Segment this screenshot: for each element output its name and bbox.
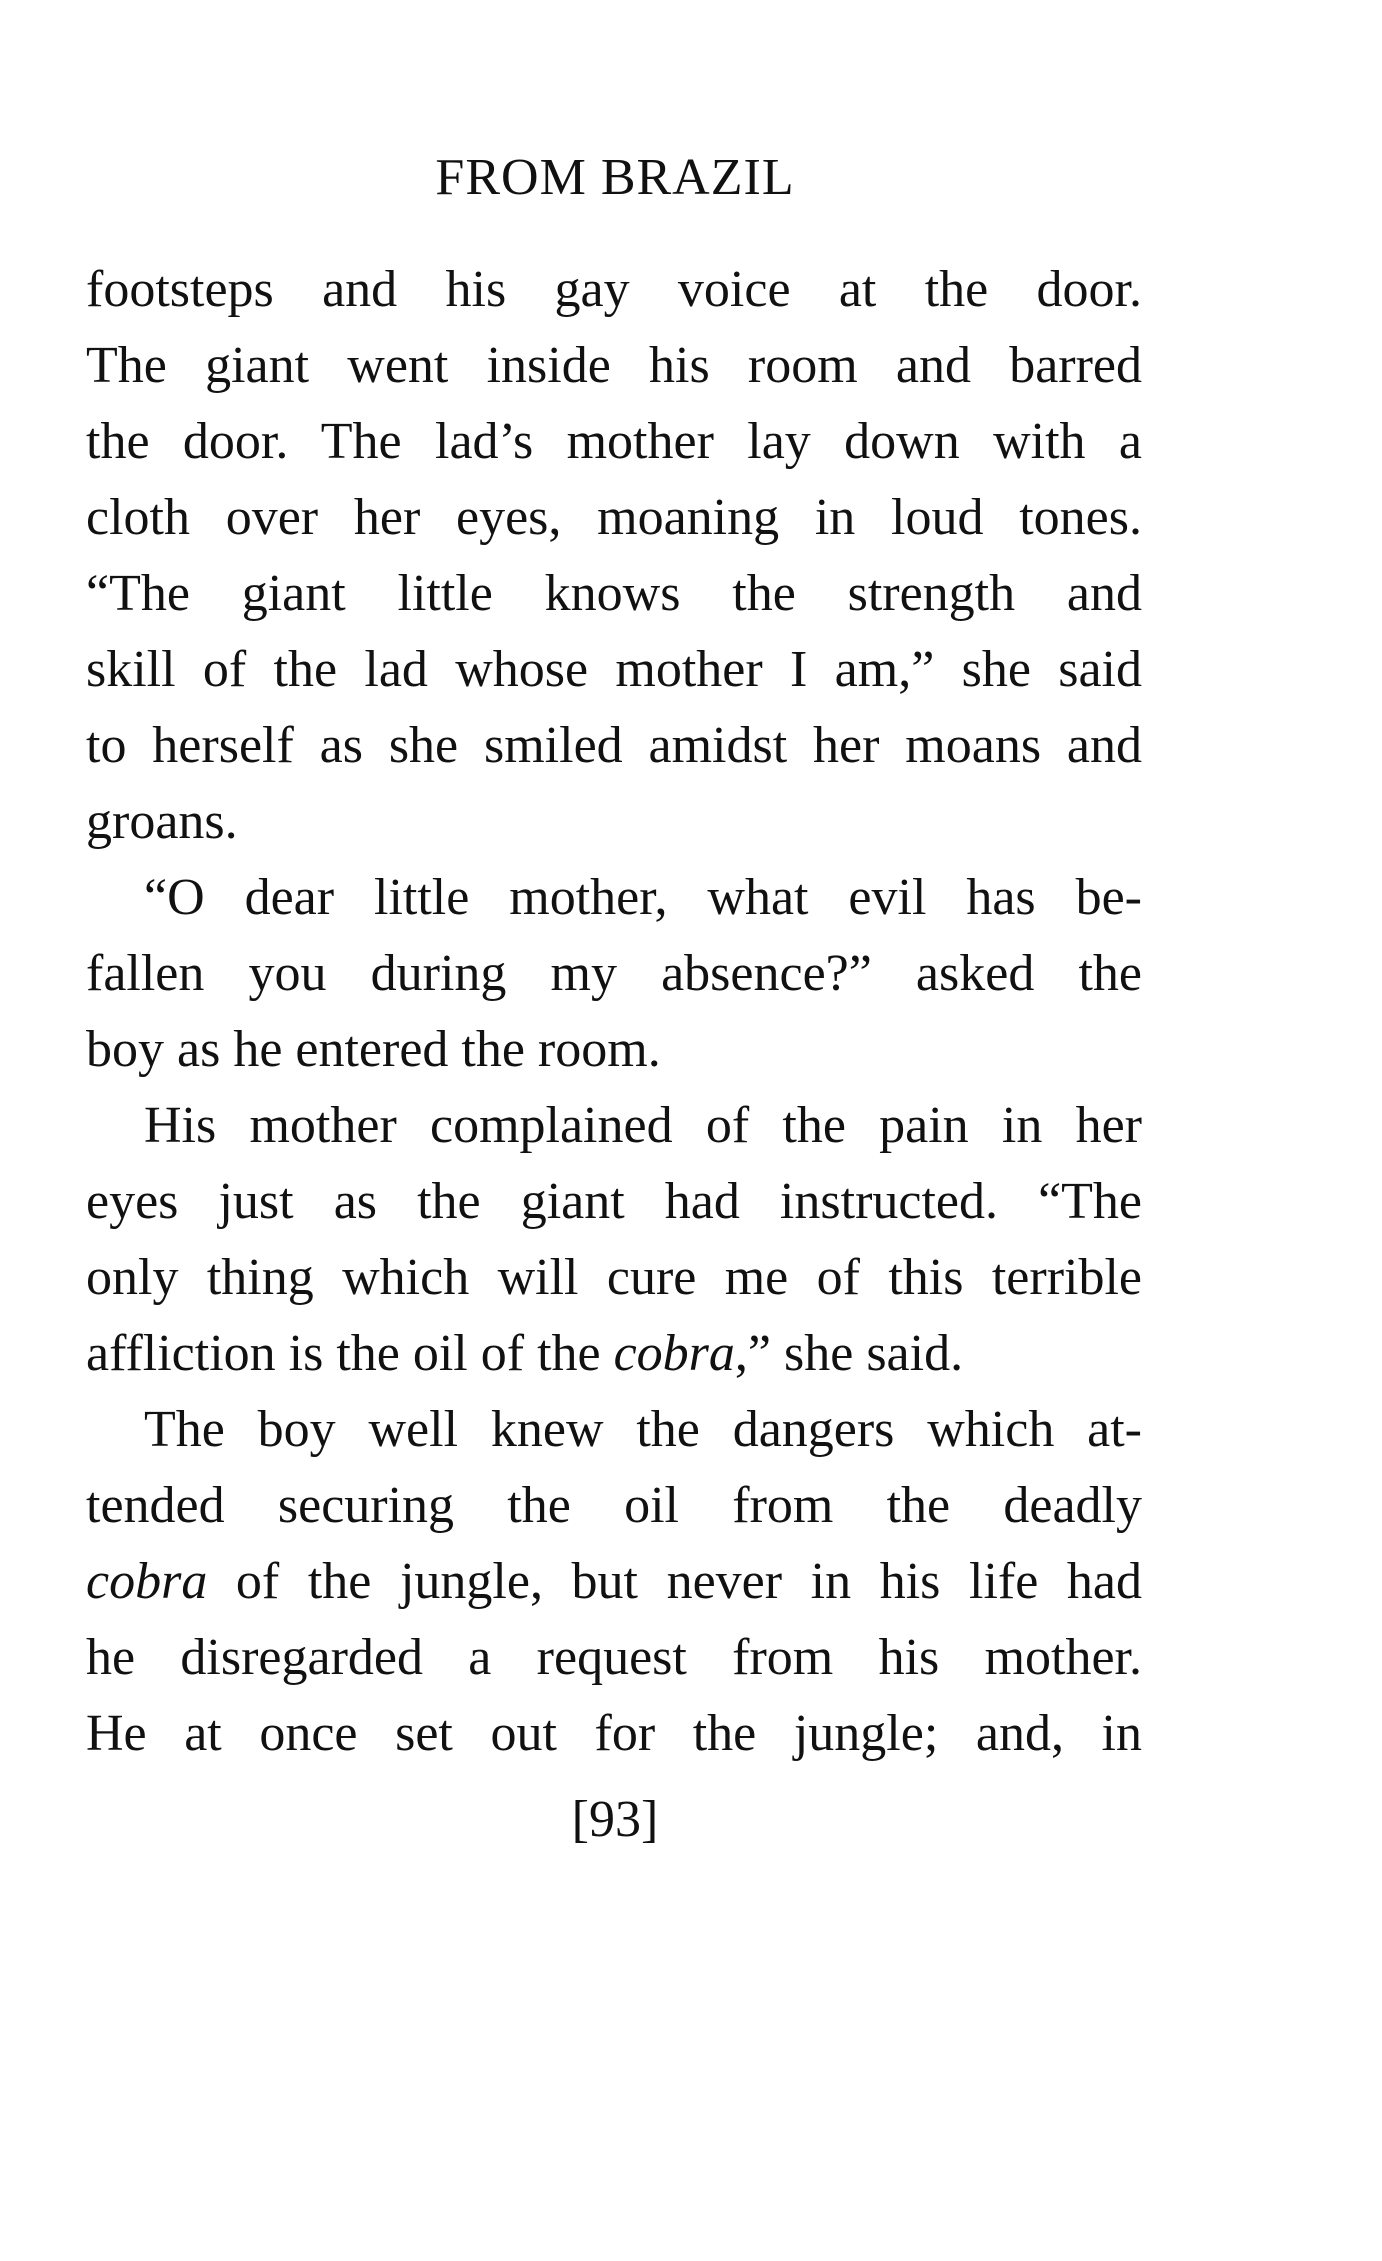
text-segment: affliction is the oil of the <box>86 1325 614 1382</box>
text-line: He at once set out for the jungle; and, in <box>86 1705 1142 1762</box>
body-text <box>86 252 1142 1772</box>
text-line: tended securing the oil from the deadly <box>86 1477 1142 1534</box>
text-line: The giant went inside his room and barred <box>86 337 1142 394</box>
text-line: boy as he entered the room. <box>86 1021 661 1078</box>
paragraph-3 <box>86 1088 1142 1392</box>
paragraph-2 <box>86 860 1142 1088</box>
paragraph-4 <box>86 1392 1142 1772</box>
text-line: footsteps and his gay voice at the door. <box>86 261 1142 318</box>
text-line: only thing which will cure me of this terrible <box>86 1249 1142 1306</box>
text-line: the door. The lad’s mother lay down with a <box>86 413 1142 470</box>
text-line <box>86 1316 1142 1392</box>
text-line: “O dear little mother, what evil has be- <box>144 869 1142 926</box>
text-segment: ,” she said. <box>734 1325 964 1382</box>
italic-word: cobra <box>613 1325 735 1382</box>
text-line: fallen you during my absence?” asked the <box>86 945 1142 1002</box>
running-head: FROM BRAZIL <box>435 149 795 206</box>
page-number: [93] <box>571 1791 659 1848</box>
italic-word: cobra <box>86 1553 208 1610</box>
text-line: cloth over her eyes, moaning in loud tones. <box>86 489 1142 546</box>
text-line: to herself as she smiled amidst her moans and <box>86 717 1142 774</box>
paragraph-1 <box>86 252 1142 860</box>
text-line: skill of the lad whose mother I am,” she said <box>86 641 1142 698</box>
text-line <box>86 1544 1142 1620</box>
text-line: he disregarded a request from his mother. <box>86 1629 1142 1686</box>
text-line: eyes just as the giant had instructed. “The <box>86 1173 1142 1230</box>
text-line: His mother complained of the pain in her <box>144 1097 1142 1154</box>
text-line: “The giant little knows the strength and <box>86 565 1142 622</box>
text-line: groans. <box>86 793 238 850</box>
text-line: The boy well knew the dangers which at- <box>144 1401 1142 1458</box>
text-segment: of the jungle, but never in his life had <box>207 1553 1142 1610</box>
